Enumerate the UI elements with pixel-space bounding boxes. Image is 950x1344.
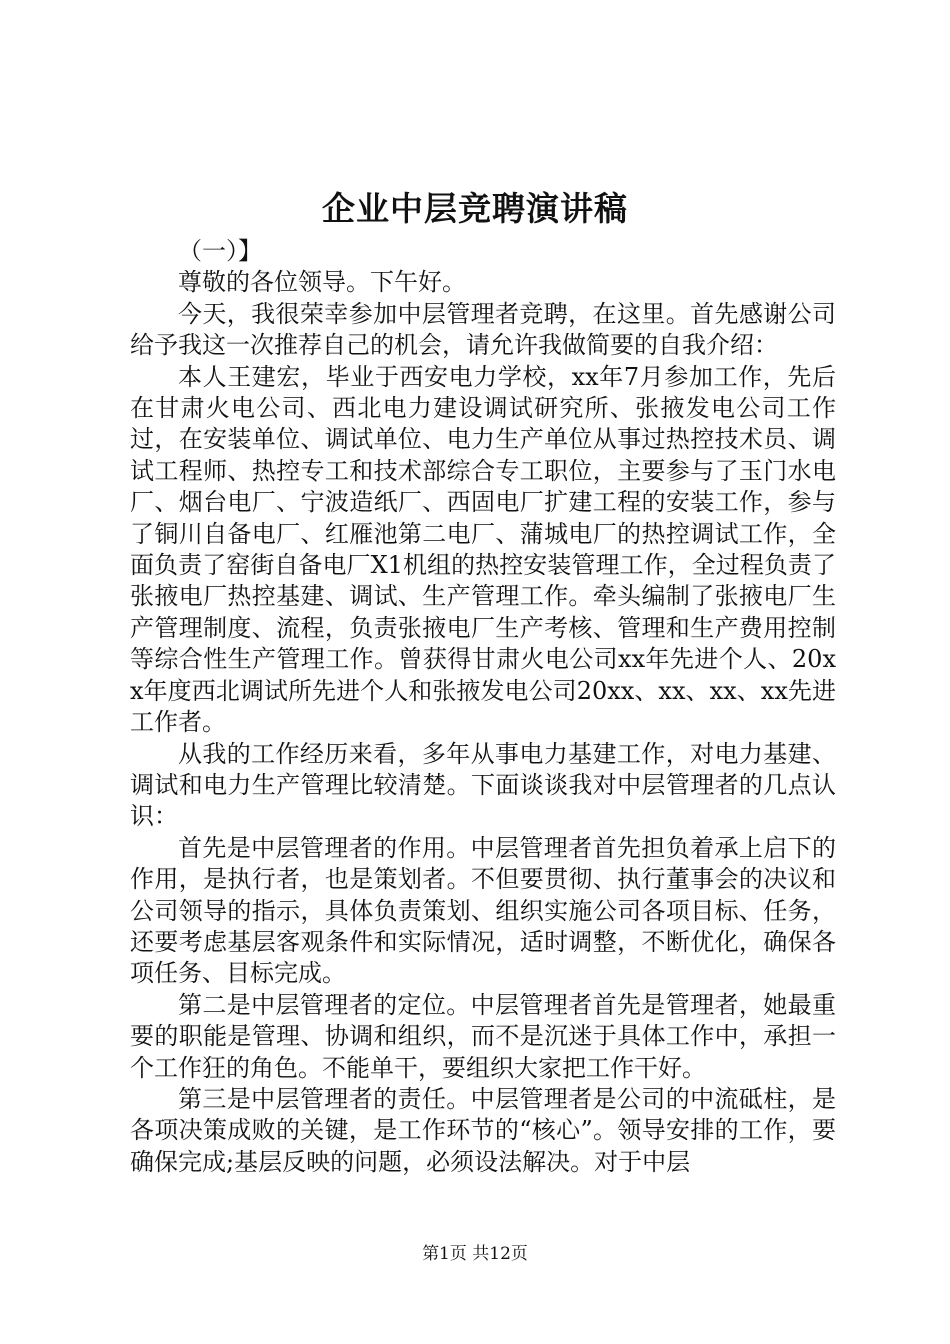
- document-body: [130, 236, 836, 1178]
- paragraph-work-experience-summary: 从我的工作经历来看，多年从事电力基建工作，对电力基建、调试和电力生产管理比较清楚。下面谈谈我对中层管理者的几点认识：: [130, 739, 836, 831]
- paragraph-section-marker: （一）】: [178, 237, 262, 265]
- paragraph-personal-background: 本人王建宏，毕业于西安电力学校，xx年7月参加工作，先后在甘肃火电公司、西北电力建设调试研究所、张掖发电公司工作过，在安装单位、调试单位、电力生产单位从事过热控技术员、调试工程师、热控专工和技术部综合专工职位，主要参与了玉门水电厂、烟台电厂、宁波造纸厂、西固电厂扩建工程的安装工作，参与了铜川自备电厂、红雁池第二电厂、蒲城电厂的热控调试工作，全面负责了窑街自备电厂X1机组的热控安装管理工作，全过程负责了张掖电厂热控基建、调试、生产管理工作。牵头编制了张掖电厂生产管理制度、流程，负责张掖电厂生产考核、管理和生产费用控制等综合性生产管理工作。曾获得甘肃火电公司xx年先进个人、20xx年度西北调试所先进个人和张掖发电公司20xx、xx、xx、xx先进工作者。: [130, 362, 836, 737]
- paragraph-greeting: 尊敬的各位领导。下午好。: [178, 268, 466, 297]
- page-number-footer: 第1页 共12页: [422, 1244, 528, 1264]
- paragraph-positioning-of-manager: 第二是中层管理者的定位。中层管理者首先是管理者，她最重要的职能是管理、协调和组织，而不是沉迷于具体工作中，承担一个工作狂的角色。不能单干，要组织大家把工作干好。: [130, 990, 836, 1082]
- paragraph-introduction: 今天，我很荣幸参加中层管理者竞聘，在这里。首先感谢公司给予我这一次推荐自己的机会，请允许我做简要的自我介绍：: [130, 299, 836, 360]
- paragraph-role-of-manager: 首先是中层管理者的作用。中层管理者首先担负着承上启下的作用，是执行者，也是策划者。不但要贯彻、执行董事会的决议和公司领导的指示，具体负责策划、组织实施公司各项目标、任务，还要考虑基层客观条件和实际情况，适时调整，不断优化，确保各项任务、目标完成。: [130, 833, 836, 988]
- paragraph-responsibility-of-manager: 第三是中层管理者的责任。中层管理者是公司的中流砥柱，是各项决策成败的关键，是工作环节的“核心”。领导安排的工作，要确保完成;基层反映的问题，必须设法解决。对于中层: [130, 1084, 836, 1176]
- document-title: 企业中层竞聘演讲稿: [322, 189, 628, 228]
